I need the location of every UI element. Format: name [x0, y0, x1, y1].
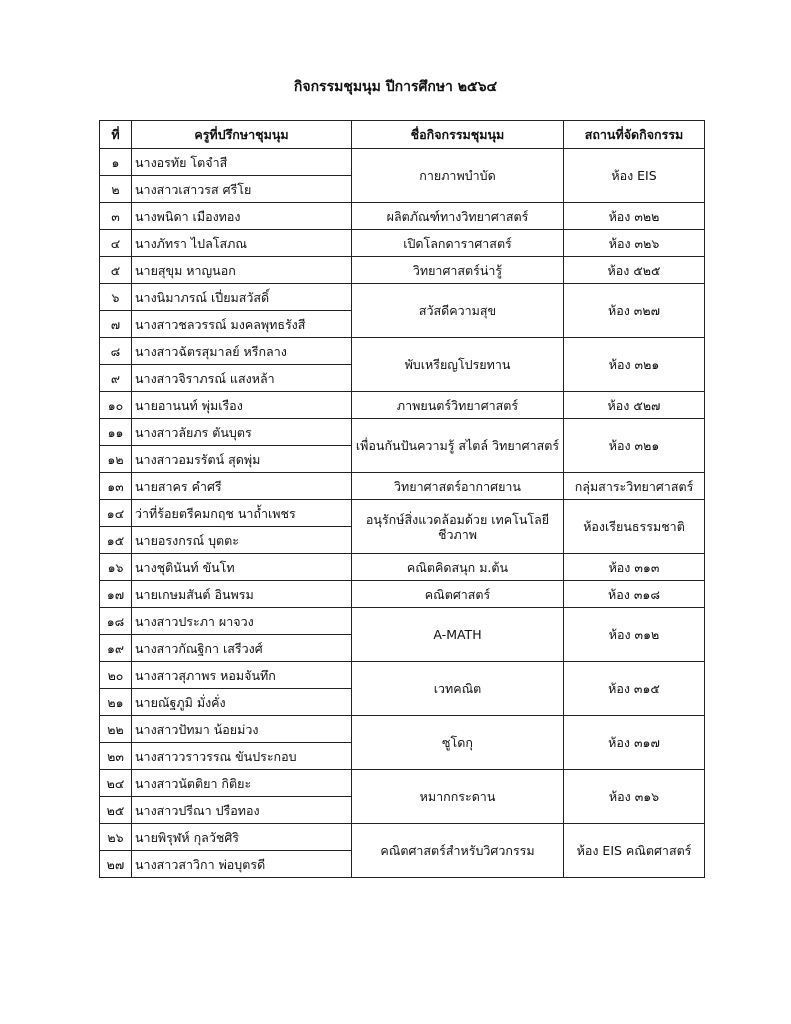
club-name: ผลิตภัณฑ์ทางวิทยาศาสตร์: [352, 203, 564, 230]
row-number: ๑๑: [100, 419, 132, 446]
table-header: [100, 121, 705, 149]
teacher-name: นายอรงกรณ์ บุตตะ: [132, 527, 352, 554]
club-name: กายภาพบำบัด: [352, 149, 564, 203]
club-name: A-MATH: [352, 608, 564, 662]
teacher-name: นางนิมาภรณ์ เปี่ยมสวัสดิ์: [132, 284, 352, 311]
row-number: ๒๓: [100, 743, 132, 770]
row-number: ๑๕: [100, 527, 132, 554]
table-row: [100, 203, 705, 230]
club-name: อนุรักษ์สิ่งแวดล้อมด้วย เทคโนโลยีชีวภาพ: [352, 500, 564, 554]
teacher-name: นางสาวชลวรรณ์ มงคลพุทธรังสี: [132, 311, 352, 338]
table-row: [100, 284, 705, 311]
table-row: [100, 581, 705, 608]
row-number: ๒๑: [100, 689, 132, 716]
teacher-name: นางสาวอมรรัตน์ สุดพุ่ม: [132, 446, 352, 473]
row-number: ๓: [100, 203, 132, 230]
teacher-name: นางชุตินันท์ ขันโท: [132, 554, 352, 581]
club-name: คณิตศาสตร์: [352, 581, 564, 608]
document-title: กิจกรรมชุมนุม ปีการศึกษา ๒๕๖๔: [293, 79, 498, 95]
header-club-name: ชื่อกิจกรรมชุมนุม: [352, 121, 564, 149]
activity-location: ห้อง ๓๑๘: [564, 581, 705, 608]
row-number: ๑๖: [100, 554, 132, 581]
club-name: เวทคณิต: [352, 662, 564, 716]
table-row: [100, 392, 705, 419]
teacher-name: นางภัทรา ไปลโสภณ: [132, 230, 352, 257]
activity-location: ห้อง ๓๒๒: [564, 203, 705, 230]
teacher-name: นางสาวนัตติยา กิติยะ: [132, 770, 352, 797]
row-number: ๕: [100, 257, 132, 284]
teacher-name: นางสาวสาวิกา พ่อบุตรดี: [132, 851, 352, 878]
teacher-name: นางสาวกัณฐิกา เสรีวงศ์: [132, 635, 352, 662]
row-number: ๒๕: [100, 797, 132, 824]
row-number: ๑๙: [100, 635, 132, 662]
club-activities-table: [99, 120, 705, 878]
activity-location: ห้อง EIS คณิตศาสตร์: [564, 824, 705, 878]
table-row: [100, 716, 705, 743]
club-name: เปิดโลกดาราศาสตร์: [352, 230, 564, 257]
row-number: ๖: [100, 284, 132, 311]
row-number: ๘: [100, 338, 132, 365]
club-name: วิทยาศาสตร์น่ารู้: [352, 257, 564, 284]
club-name: วิทยาศาสตร์อากาศยาน: [352, 473, 564, 500]
teacher-name: นางสาวปัทมา น้อยม่วง: [132, 716, 352, 743]
activity-location: ห้อง ๓๒๑: [564, 338, 705, 392]
row-number: ๔: [100, 230, 132, 257]
activity-location: ห้อง ๓๑๓: [564, 554, 705, 581]
row-number: ๒๐: [100, 662, 132, 689]
table-row: [100, 473, 705, 500]
activity-location: ห้อง EIS: [564, 149, 705, 203]
teacher-name: นางสาวปรีณา ปรือทอง: [132, 797, 352, 824]
row-number: ๒๗: [100, 851, 132, 878]
table-row: [100, 500, 705, 527]
table-row: [100, 554, 705, 581]
activity-location: ห้อง ๓๑๖: [564, 770, 705, 824]
teacher-name: นางสาววราวรรณ ขันประกอบ: [132, 743, 352, 770]
teacher-name: นายอานนท์ พุ่มเรือง: [132, 392, 352, 419]
activity-location: กลุ่มสาระวิทยาศาสตร์: [564, 473, 705, 500]
table-body: [100, 149, 705, 878]
activity-location: ห้อง ๓๑๒: [564, 608, 705, 662]
teacher-name: นายสาคร คำศรี: [132, 473, 352, 500]
table-row: [100, 824, 705, 851]
teacher-name: นางสาวจิราภรณ์ แสงหล้า: [132, 365, 352, 392]
teacher-name: นายสุขุม หาญนอก: [132, 257, 352, 284]
row-number: ๙: [100, 365, 132, 392]
header-row: [100, 121, 705, 149]
table-row: [100, 770, 705, 797]
teacher-name: นางสาวฉัตรสุมาลย์ หรีกลาง: [132, 338, 352, 365]
header-teacher: ครูที่ปรึกษาชุมนุม: [132, 121, 352, 149]
club-name: สวัสดีความสุข: [352, 284, 564, 338]
header-location: สถานที่จัดกิจกรรม: [564, 121, 705, 149]
teacher-name: นางสาวลัยภร ตันบุตร: [132, 419, 352, 446]
row-number: ๑๘: [100, 608, 132, 635]
club-name: เพื่อนกันปันความรู้ สไตล์ วิทยาศาสตร์: [352, 419, 564, 473]
club-name: ซูโดกุ: [352, 716, 564, 770]
activity-location: ห้องเรียนธรรมชาติ: [564, 500, 705, 554]
table-row: [100, 230, 705, 257]
row-number: ๒๖: [100, 824, 132, 851]
row-number: ๑๓: [100, 473, 132, 500]
table-row: [100, 608, 705, 635]
club-name: พับเหรียญโปรยทาน: [352, 338, 564, 392]
row-number: ๗: [100, 311, 132, 338]
row-number: ๑๔: [100, 500, 132, 527]
activity-location: ห้อง ๕๒๗: [564, 392, 705, 419]
teacher-name: นางสาวเสาวรส ศรีโย: [132, 176, 352, 203]
table-row: [100, 419, 705, 446]
row-number: ๑: [100, 149, 132, 176]
row-number: ๑๒: [100, 446, 132, 473]
club-name: คณิตศาสตร์สำหรับวิศวกรรม: [352, 824, 564, 878]
club-name: ภาพยนตร์วิทยาศาสตร์: [352, 392, 564, 419]
club-name: คณิตคิดสนุก ม.ต้น: [352, 554, 564, 581]
teacher-name: นางพนิดา เมืองทอง: [132, 203, 352, 230]
activity-location: ห้อง ๓๑๕: [564, 662, 705, 716]
row-number: ๒: [100, 176, 132, 203]
activity-location: ห้อง ๓๑๗: [564, 716, 705, 770]
table-row: [100, 149, 705, 176]
activity-location: ห้อง ๓๒๗: [564, 284, 705, 338]
teacher-name: นางสาวสุภาพร หอมจันทึก: [132, 662, 352, 689]
teacher-name: ว่าที่ร้อยตรีคมกฤช นาถ้ำเพชร: [132, 500, 352, 527]
row-number: ๒๔: [100, 770, 132, 797]
header-number: ที่: [100, 121, 132, 149]
activity-location: ห้อง ๕๒๕: [564, 257, 705, 284]
activity-location: ห้อง ๓๒๑: [564, 419, 705, 473]
teacher-name: นายเกษมสันต์ อินพรม: [132, 581, 352, 608]
activity-location: ห้อง ๓๒๖: [564, 230, 705, 257]
table-row: [100, 662, 705, 689]
teacher-name: นางสาวประภา ผาจวง: [132, 608, 352, 635]
teacher-name: นายพิรุฬห์ กุลวัชศิริ: [132, 824, 352, 851]
row-number: ๑๗: [100, 581, 132, 608]
table-row: [100, 257, 705, 284]
club-name: หมากกระดาน: [352, 770, 564, 824]
row-number: ๒๒: [100, 716, 132, 743]
teacher-name: นายณัฐภูมิ มั่งคั่ง: [132, 689, 352, 716]
teacher-name: นางอรทัย โตจำสี: [132, 149, 352, 176]
row-number: ๑๐: [100, 392, 132, 419]
table-row: [100, 338, 705, 365]
